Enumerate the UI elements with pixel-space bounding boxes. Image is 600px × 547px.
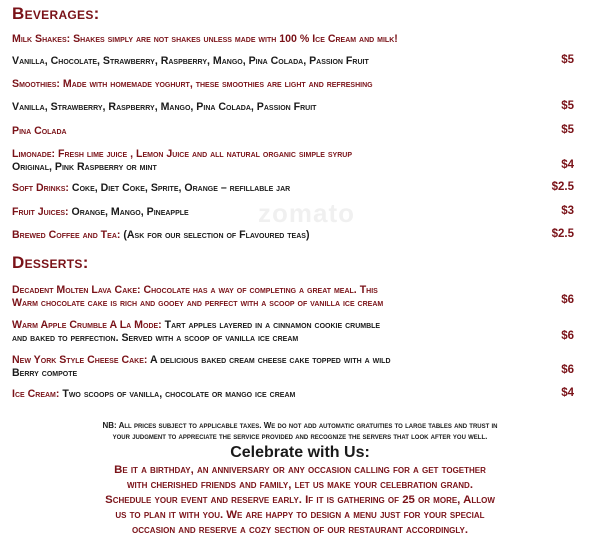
- coffee-item: [12, 229, 582, 242]
- limonade-price: $4: [561, 159, 574, 171]
- cheesecake-item: [12, 354, 582, 380]
- coffee-name: Brewed Coffee and Tea:: [12, 229, 121, 241]
- cheesecake-name: New York Style Cheese Cake:: [12, 354, 148, 366]
- tax-note: [40, 420, 560, 442]
- lava-cake-price: $6: [561, 294, 574, 306]
- milkshakes-price: $5: [561, 54, 574, 66]
- tax-note-line2: your judgment to appreciate the service provided and recognize the servers that look after you well.: [112, 432, 488, 441]
- tax-note-line1: NB: All prices subject to applicable taxes. We do not add automatic gratuities to large tables and trust in: [102, 421, 498, 430]
- ice-cream-desc: Two scoops of vanilla, chocolate or mango ice cream: [62, 388, 296, 400]
- limonade-item: [12, 148, 582, 174]
- milkshakes-name: Milk Shakes:: [12, 33, 71, 45]
- celebrate-line2: with cherished friends and family, let us make your celebration grand.: [127, 479, 473, 491]
- lava-cake-desc-line2: Warm chocolate cake is rich and gooey and perfect with a scoop of vanilla ice cream: [12, 297, 384, 309]
- apple-crumble-item: [12, 319, 582, 345]
- apple-crumble-price: $6: [561, 330, 574, 342]
- desserts-heading: Desserts:: [12, 253, 89, 272]
- cheesecake-desc-line2: Berry compote: [12, 367, 78, 379]
- celebrate-heading: Celebrate with Us:: [230, 444, 370, 461]
- milkshakes-flavours: Vanilla, Chocolate, Strawberry, Raspberry, Mango, Pina Colada, Passion Fruit: [12, 55, 369, 67]
- cheesecake-desc: A delicious baked cream cheese cake topped with a wild: [150, 354, 391, 366]
- celebrate-line4: us to plan it with you. We are happy to design a menu just for your special: [115, 509, 485, 521]
- smoothies-desc: Made with homemade yoghurt, these smoothies are light and refreshing: [62, 78, 373, 90]
- lava-cake-desc: Chocolate has a way of completing a great meal. This: [143, 284, 378, 296]
- celebrate-text: [12, 463, 588, 538]
- smoothies-flavours: Vanilla, Strawberry, Raspberry, Mango, Pina Colada, Passion Fruit: [12, 101, 317, 113]
- soft-drinks-desc: Coke, Diet Coke, Sprite, Orange – refillable jar: [71, 182, 291, 194]
- milkshakes-desc: Shakes simply are not shakes unless made with 100 % Ice Cream and milk!: [73, 33, 398, 45]
- smoothies-header: [12, 78, 582, 91]
- beverages-heading: Beverages:: [12, 4, 100, 23]
- pina-colada-item: [12, 125, 582, 138]
- cheesecake-price: $6: [561, 364, 574, 376]
- soft-drinks-price: $2.5: [551, 181, 574, 193]
- ice-cream-name: Ice Cream:: [12, 388, 60, 400]
- fruit-juices-price: $3: [561, 205, 574, 217]
- fruit-juices-desc: Orange, Mango, Pineapple: [71, 206, 189, 218]
- lava-cake-name: Decadent Molten Lava Cake:: [12, 284, 141, 296]
- apple-crumble-desc-line2: and baked to perfection. Served with a scoop of vanilla ice cream: [12, 332, 299, 344]
- smoothies-price: $5: [561, 100, 574, 112]
- fruit-juices-item: [12, 206, 582, 219]
- pina-colada-name: Pina Colada: [12, 125, 67, 137]
- limonade-options: Original, Pink Raspberry or mint: [12, 161, 157, 173]
- ice-cream-item: [12, 388, 582, 401]
- celebrate-line5: occasion and reserve a cozy section of our restaurant accordingly.: [132, 524, 468, 536]
- limonade-desc: Fresh lime juice , Lemon Juice and all natural organic simple syrup: [58, 148, 352, 160]
- pina-colada-price: $5: [561, 124, 574, 136]
- soft-drinks-name: Soft Drinks:: [12, 182, 69, 194]
- ice-cream-price: $4: [561, 387, 574, 399]
- watermark: zomato: [258, 198, 355, 228]
- coffee-price: $2.5: [551, 228, 574, 240]
- celebrate-line1: Be it a birthday, an anniversary or any occasion calling for a get together: [114, 464, 486, 476]
- apple-crumble-desc: Tart apples layered in a cinnamon cookie crumble: [164, 319, 381, 331]
- coffee-desc: (Ask for our selection of Flavoured teas): [123, 229, 310, 241]
- smoothies-name: Smoothies:: [12, 78, 60, 90]
- celebrate-line3: Schedule your event and reserve early. If it is gathering of 25 or more, Allow: [105, 494, 495, 506]
- soft-drinks-item: [12, 182, 582, 195]
- limonade-name: Limonade:: [12, 148, 56, 160]
- fruit-juices-name: Fruit Juices:: [12, 206, 69, 218]
- apple-crumble-name: Warm Apple Crumble A La Mode:: [12, 319, 162, 331]
- lava-cake-item: [12, 284, 582, 310]
- milkshakes-header: [12, 33, 582, 46]
